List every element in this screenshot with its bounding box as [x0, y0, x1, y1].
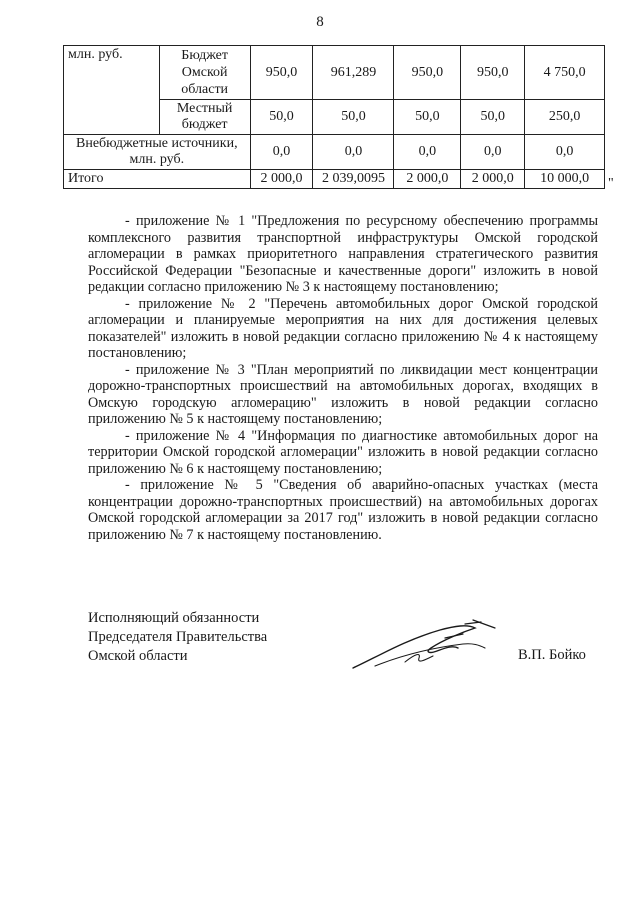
table-cell: 50,0 [313, 100, 394, 135]
table-cell-label: млн. руб. [64, 46, 160, 135]
table-cell: 2 000,0 [461, 170, 525, 189]
budget-table [63, 45, 605, 189]
table-cell-source: Местный бюджет [159, 100, 250, 135]
table-cell: 0,0 [313, 135, 394, 170]
list-item: - приложение № 5 "Сведения об аварийно-опасных участках (места концентрации дорожно-транспортных происшествий) на автомобильных дорогах Омской городской агломерации за 2017 год" изложить в новой редакции согласно приложению № 7 к настоящему постановлению. [88, 477, 598, 543]
table-cell: 10 000,0 [525, 170, 605, 189]
table-cell: 0,0 [525, 135, 605, 170]
position-line: Председателя Правительства [88, 629, 268, 645]
table-cell: 2 039,0095 [313, 170, 394, 189]
list-item: - приложение № 4 "Информация по диагностике автомобильных дорог на территории Омской городской агломерации" изложить в новой редакции согласно приложению № 6 к настоящему постановлению; [88, 427, 598, 477]
table-cell: 2 000,0 [394, 170, 461, 189]
table-cell: 50,0 [461, 100, 525, 135]
list-item: - приложение № 2 "Перечень автомобильных дорог Омской городской агломерации и планируемые мероприятия на них для достижения целевых показателей" изложить в новой редакции согласно приложению № 4 к настоящему постановлению; [88, 295, 598, 361]
table-cell-label: Внебюджетные источники, млн. руб. [64, 135, 251, 170]
table-cell: 2 000,0 [250, 170, 313, 189]
table-cell: 950,0 [394, 46, 461, 100]
closing-quote: " [608, 176, 614, 191]
table-cell: 4 750,0 [525, 46, 605, 100]
position-line: Исполняющий обязанности [88, 610, 260, 626]
table-row [64, 135, 605, 170]
signatory-position [88, 609, 267, 666]
amendments-list [88, 213, 598, 543]
table-cell: 950,0 [250, 46, 313, 100]
table-row [64, 46, 605, 100]
table-cell: 950,0 [461, 46, 525, 100]
table-cell: 50,0 [250, 100, 313, 135]
table-row-total [64, 170, 605, 189]
table-cell: 0,0 [461, 135, 525, 170]
table-cell: 50,0 [394, 100, 461, 135]
table-cell: 250,0 [525, 100, 605, 135]
list-item: - приложение № 3 "План мероприятий по ликвидации мест концентрации дорожно-транспортных происшествий на автомобильных дорогах, входящих в Омскую городскую агломерацию" изложить в новой редакции согласно приложению № 5 к настоящему постановлению; [88, 361, 598, 427]
signatory-name: В.П. Бойко [518, 647, 586, 663]
table-cell: 0,0 [394, 135, 461, 170]
position-line: Омской области [88, 648, 188, 664]
list-item: - приложение № 1 "Предложения по ресурсному обеспечению программы комплексного развития транспортной инфраструктуры Омской городской агломерации в рамках приоритетного направления стратегического развития Российской Федерации "Безопасные и качественные дороги" изложить в новой редакции согласно приложению № 3 к настоящему постановлению; [88, 213, 598, 295]
table-cell-label: Итого [64, 170, 251, 189]
handwritten-signature [345, 618, 505, 678]
table-cell-source: Бюджет Омской области [159, 46, 250, 100]
table-cell: 0,0 [250, 135, 313, 170]
page-number: 8 [316, 14, 324, 30]
table-cell: 961,289 [313, 46, 394, 100]
